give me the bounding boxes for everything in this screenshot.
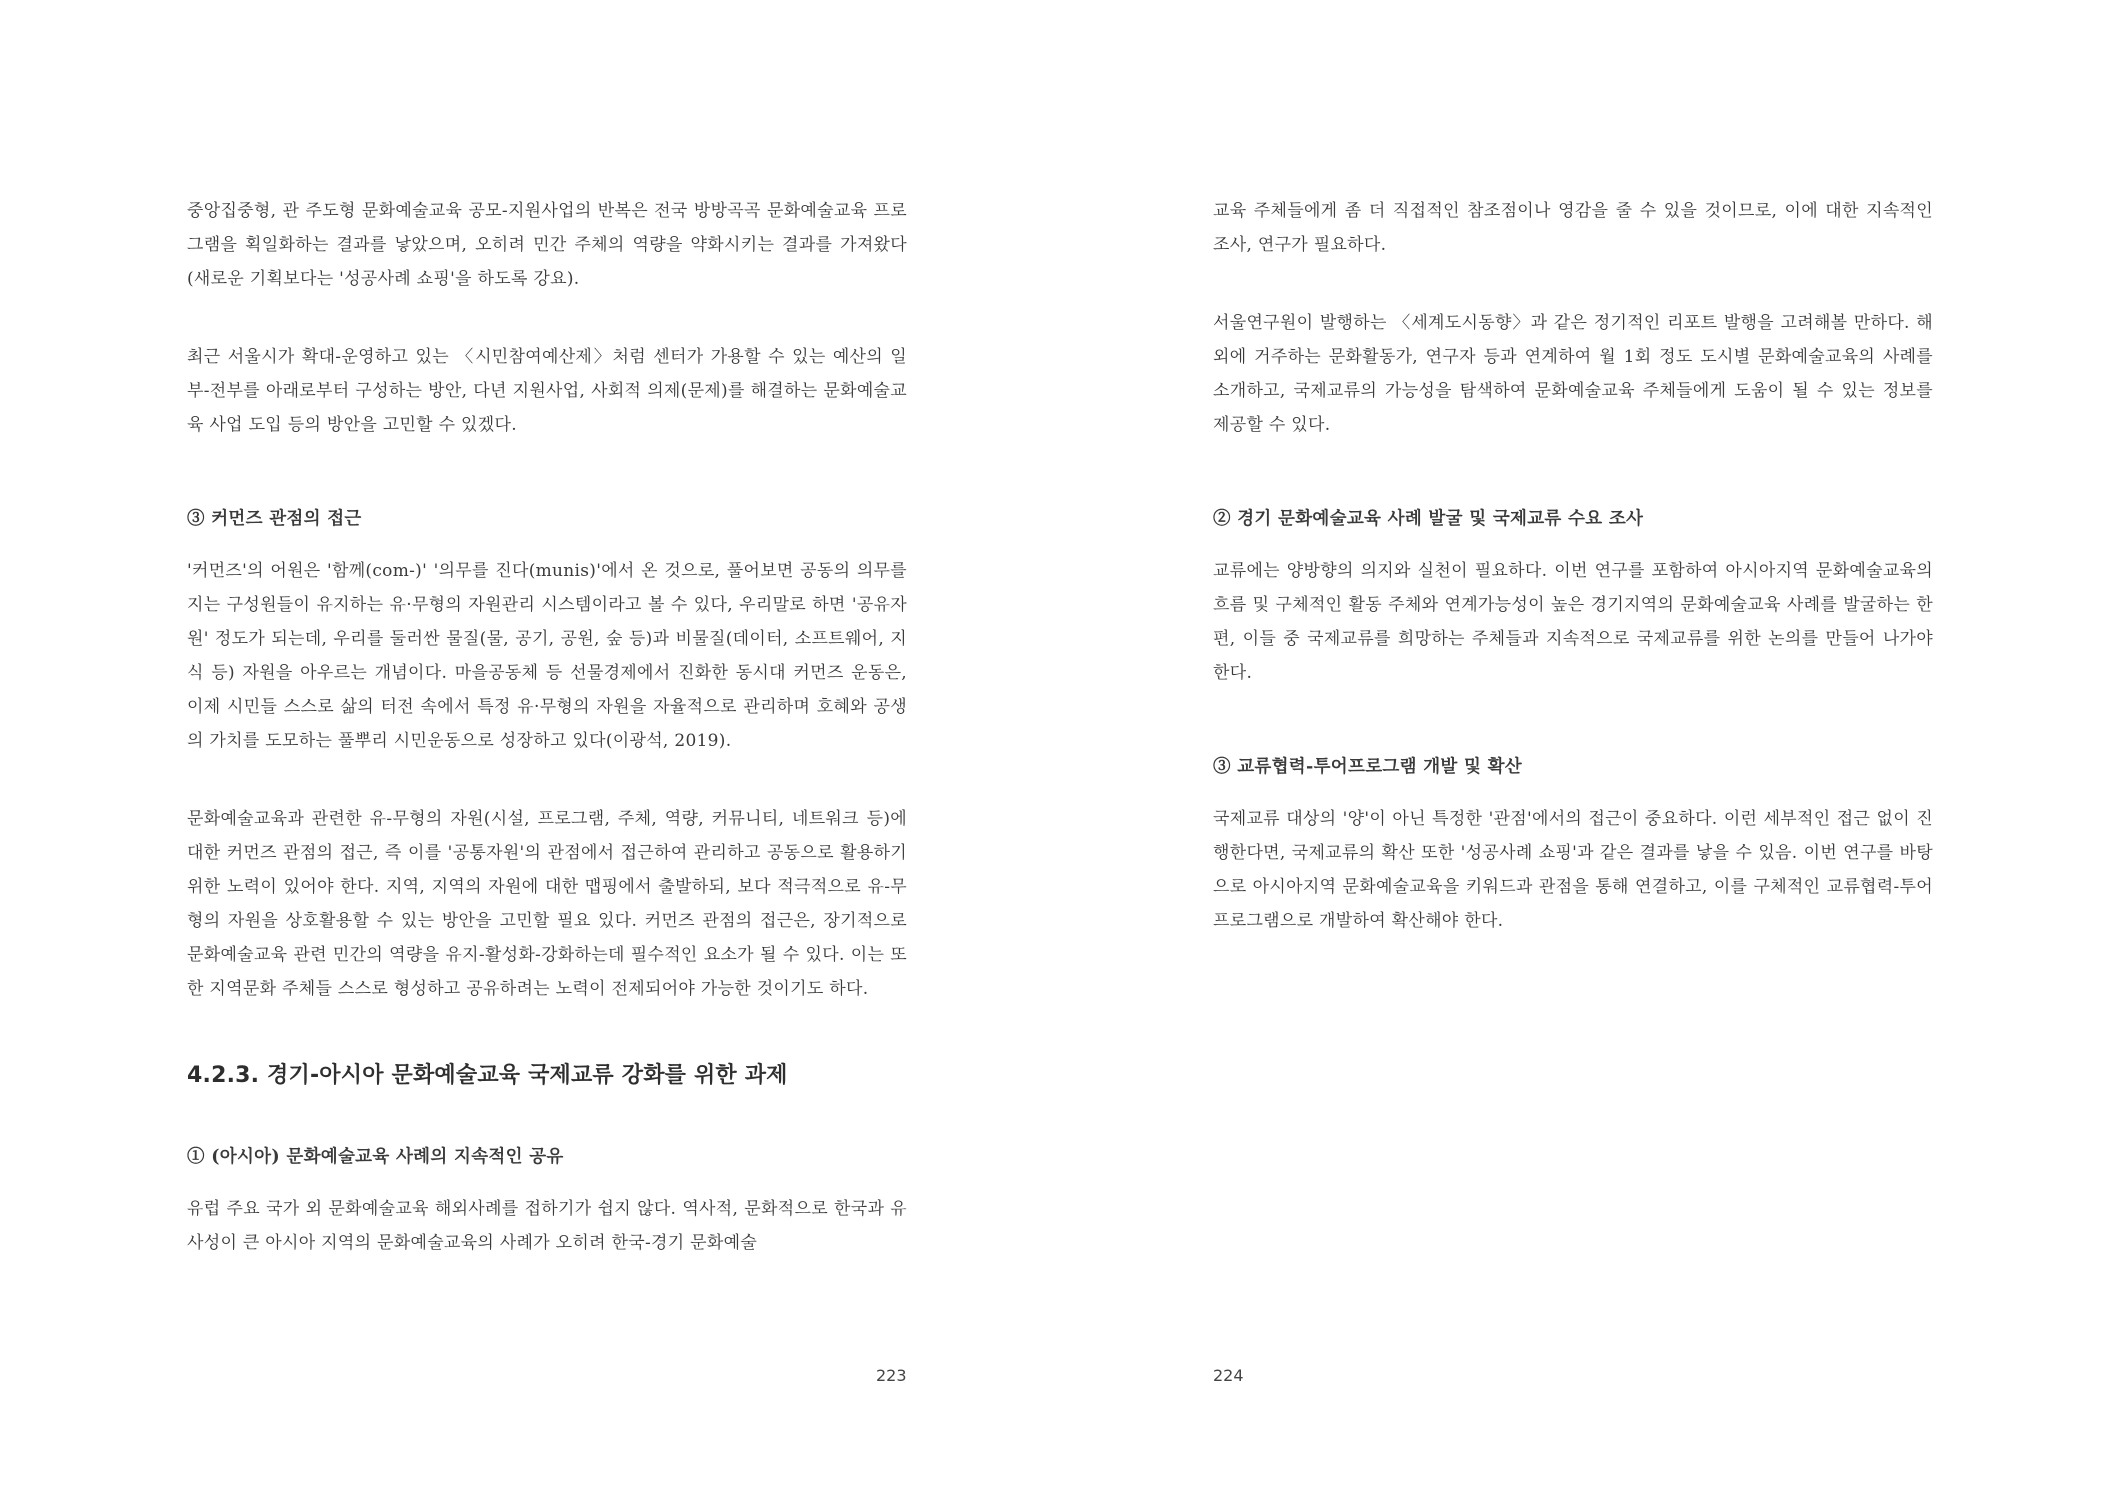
- page-number: 223: [876, 1366, 907, 1385]
- section-title: 4.2.3. 경기-아시아 문화예술교육 국제교류 강화를 위한 과제: [187, 1063, 788, 1088]
- body-paragraph: 최근 서울시가 확대-운영하고 있는 〈시민참여예산제〉처럼 센터가 가용할 수 있는 예산의 일부-전부를 아래로부터 구성하는 방안, 다년 지원사업, 사회적 의제(문제)를 해결하는 문화예술교육 사업 도입 등의 방안을 고민할 수 있겠다.: [187, 347, 907, 435]
- body-paragraph: 교류에는 양방향의 의지와 실천이 필요하다. 이번 연구를 포함하여 아시아지역 문화예술교육의 흐름 및 구체적인 활동 주체와 연계가능성이 높은 경기지역의 문화예술교육 사례를 발굴하는 한편, 이들 중 국제교류를 희망하는 주체들과 지속적으로 국제교류를 위한 논의를 만들어 나가야 한다.: [1213, 561, 1933, 683]
- body-paragraph: 문화예술교육과 관련한 유-무형의 자원(시설, 프로그램, 주체, 역량, 커뮤니티, 네트워크 등)에 대한 커먼즈 관점의 접근, 즉 이를 '공통자원'의 관점에서 접근하여 관리하고 공동으로 활용하기 위한 노력이 있어야 한다. 지역, 지역의 자원에 대한 맵핑에서 출발하되, 보다 적극적으로 유-무형의 자원을 상호활용할 수 있는 방안을 고민할 필요 있다. 커먼즈 관점의 접근은, 장기적으로 문화예술교육 관련 민간의 역량을 유지-활성화-강화하는데 필수적인 요소가 될 수 있다. 이는 또한 지역문화 주체들 스스로 형성하고 공유하려는 노력이 전제되어야 가능한 것이기도 하다.: [187, 809, 907, 999]
- left-page-body: [187, 194, 907, 1260]
- left-page: [0, 0, 1052, 1488]
- subheading: ③ 커먼즈 관점의 접근: [187, 509, 362, 529]
- body-paragraph: 교육 주체들에게 좀 더 직접적인 참조점이나 영감을 줄 수 있을 것이므로, 이에 대한 지속적인 조사, 연구가 필요하다.: [1213, 201, 1933, 255]
- right-page: [1052, 0, 2105, 1488]
- subheading: ② 경기 문화예술교육 사례 발굴 및 국제교류 수요 조사: [1213, 509, 1644, 529]
- subheading: ① (아시아) 문화예술교육 사례의 지속적인 공유: [187, 1147, 564, 1167]
- body-paragraph: 국제교류 대상의 '양'이 아닌 특정한 '관점'에서의 접근이 중요하다. 이런 세부적인 접근 없이 진행한다면, 국제교류의 확산 또한 '성공사례 쇼핑'과 같은 결과를 낳을 수 있음. 이번 연구를 바탕으로 아시아지역 문화예술교육을 키워드과 관점을 통해 연결하고, 이를 구체적인 교류협력-투어프로그램으로 개발하여 확산해야 한다.: [1213, 809, 1933, 931]
- subheading: ③ 교류협력-투어프로그램 개발 및 확산: [1213, 757, 1523, 777]
- body-paragraph: 서울연구원이 발행하는 〈세계도시동향〉과 같은 정기적인 리포트 발행을 고려해볼 만하다. 해외에 거주하는 문화활동가, 연구자 등과 연계하여 월 1회 정도 도시별 문화예술교육의 사례를 소개하고, 국제교류의 가능성을 탐색하여 문화예술교육 주체들에게 도움이 될 수 있는 정보를 제공할 수 있다.: [1213, 313, 1933, 435]
- body-paragraph: 유럽 주요 국가 외 문화예술교육 해외사례를 접하기가 쉽지 않다. 역사적, 문화적으로 한국과 유사성이 큰 아시아 지역의 문화예술교육의 사례가 오히려 한국-경기 문화예술: [187, 1199, 907, 1253]
- body-paragraph: '커먼즈'의 어원은 '함께(com-)' '의무를 진다(munis)'에서 온 것으로, 풀어보면 공동의 의무를 지는 구성원들이 유지하는 유·무형의 자원관리 시스템이라고 볼 수 있다, 우리말로 하면 '공유자원' 정도가 되는데, 우리를 둘러싼 물질(물, 공기, 공원, 숲 등)과 비물질(데이터, 소프트웨어, 지식 등) 자원을 아우르는 개념이다. 마을공동체 등 선물경제에서 진화한 동시대 커먼즈 운동은, 이제 시민들 스스로 삶의 터전 속에서 특정 유·무형의 자원을 자율적으로 관리하며 호혜와 공생의 가치를 도모하는 풀뿌리 시민운동으로 성장하고 있다(이광석, 2019).: [187, 561, 907, 751]
- right-page-body: [1213, 194, 1933, 938]
- body-paragraph: 중앙집중형, 관 주도형 문화예술교육 공모-지원사업의 반복은 전국 방방곡곡 문화예술교육 프로그램을 획일화하는 결과를 낳았으며, 오히려 민간 주체의 역량을 약화시키는 결과를 가져왔다(새로운 기획보다는 '성공사례 쇼핑'을 하도록 강요).: [187, 201, 907, 289]
- page-number: 224: [1213, 1366, 1244, 1385]
